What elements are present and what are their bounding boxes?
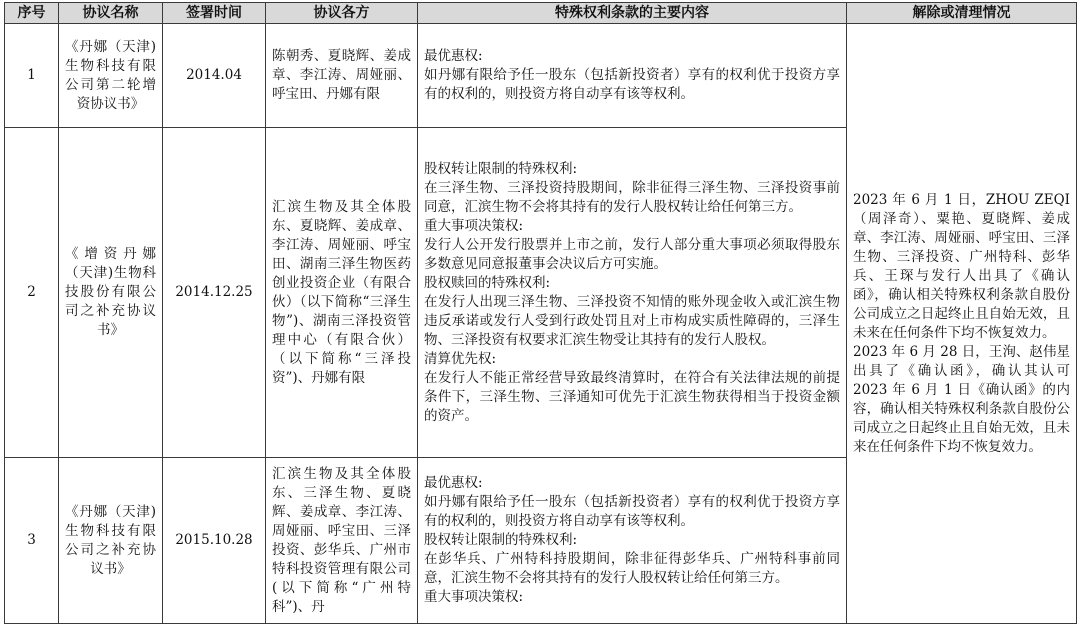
agreement-name: 《增资丹娜（天津)生物科技股份有限公司之补充协议书》 bbox=[59, 128, 163, 458]
header-agreement-name: 协议名称 bbox=[59, 3, 163, 24]
row-no: 2 bbox=[5, 128, 59, 458]
header-release-status: 解除或清理情况 bbox=[847, 3, 1077, 24]
release-status bbox=[847, 24, 1077, 624]
clause-title: 股权转让限制的特殊权利: bbox=[424, 532, 578, 548]
parties: 陈朝秀、夏晓辉、姜成章、李江涛、周娅丽、呼宝田、丹娜有限 bbox=[266, 24, 418, 128]
clause-text: 在发行人不能正常经营导致最终清算时，在符合有关法律法规的前提条件下，三泽生物、三泽通知可优先于汇滨生物获得相当于投资金额的资产。 bbox=[424, 369, 840, 424]
clause-title: 最优惠权: bbox=[424, 475, 483, 491]
clause-text: 发行人公开发行股票并上市之前，发行人部分重大事项必须取得股东多数意见同意报董事会决议后方可实施。 bbox=[424, 236, 840, 272]
parties: 汇滨生物及其全体股东、三泽生物、夏晓辉、姜成章、李江涛、周娅丽、呼宝田、三泽投资、彭华兵、广州市特科投资管理有限公司(以下简称“广州特科”)、丹 bbox=[266, 458, 418, 624]
parties: 汇滨生物及其全体股东、夏晓辉、姜成章、李江涛、周娅丽、呼宝田、湖南三泽生物医药创业投资企业（有限合伙）（以下简称“三泽生物”)、湖南三泽投资管理中心（有限合伙）（以下简称“三泽投资”)、丹娜有限 bbox=[266, 128, 418, 458]
special-rights-content bbox=[418, 24, 847, 128]
release-paragraph: 2023 年 6 月 28 日，王洵、赵伟星出具了《确认函》，确认其认可 2023 年 6 月 1 日《确认函》的内容，确认相关特殊权利条款自股份公司成立之日起终止且自始无效，且未来在任何条件下均不恢复效力。 bbox=[853, 343, 1070, 455]
header-parties: 协议各方 bbox=[266, 3, 418, 24]
clause-text: 在发行人出现三泽生物、三泽投资不知情的账外现金收入或汇滨生物违反承诺或发行人受到行政处罚且对上市构成实质性障碍的，三泽生物、三泽投资有权要求汇滨生物受让其持有的发行人股权。 bbox=[424, 293, 840, 348]
sign-date: 2015.10.28 bbox=[163, 458, 266, 624]
clause-title: 重大事项决策权: bbox=[424, 589, 524, 605]
agreement-name: 《丹娜（天津)生物科技有限公司第二轮增资协议书》 bbox=[59, 24, 163, 128]
special-rights-content bbox=[418, 458, 847, 624]
sign-date: 2014.04 bbox=[163, 24, 266, 128]
clause-text: 如丹娜有限给予任一股东（包括新投资者）享有的权利优于投资方享有的权利的，则投资方将自动享有该等权利。 bbox=[424, 494, 840, 529]
clause-title: 清算优先权: bbox=[424, 350, 497, 367]
special-rights-content bbox=[418, 128, 847, 458]
header-special-rights: 特殊权利条款的主要内容 bbox=[418, 3, 847, 24]
release-paragraph: 2023 年 6 月 1 日，ZHOU ZEQI（周泽奇）、粟艳、夏晓辉、姜成章、李江涛、周娅丽、呼宝田、三泽生物、三泽投资、广州特科、彭华兵、王琛与发行人出具了《确认函》，确认相关特殊权利条款自股份公司成立之日起终止且自始无效，且未来在任何条件下均不恢复效力。 bbox=[853, 191, 1070, 341]
agreement-name: 《丹娜（天津)生物科技有限公司之补充协议书》 bbox=[59, 458, 163, 624]
clause-text: 在彭华兵、广州特科持股期间，除非征得彭华兵、广州特科事前同意，汇滨生物不会将其持有的发行人股权转让给任何第三方。 bbox=[424, 551, 840, 586]
table-header-row bbox=[5, 3, 1077, 24]
table-row bbox=[5, 24, 1077, 128]
sign-date: 2014.12.25 bbox=[163, 128, 266, 458]
clause-title: 最优惠权: bbox=[424, 48, 483, 64]
header-no: 序号 bbox=[5, 3, 59, 24]
agreements-table bbox=[4, 2, 1077, 624]
header-sign-date: 签署时间 bbox=[163, 3, 266, 24]
row-no: 3 bbox=[5, 458, 59, 624]
clause-text: 在三泽生物、三泽投资持股期间，除非征得三泽生物、三泽投资事前同意，汇滨生物不会将其持有的发行人股权转让给任何第三方。 bbox=[424, 179, 840, 215]
row-no: 1 bbox=[5, 24, 59, 128]
clause-title: 重大事项决策权: bbox=[424, 217, 524, 234]
clause-title: 股权转让限制的特殊权利: bbox=[424, 160, 578, 177]
clause-text: 如丹娜有限给予任一股东（包括新投资者）享有的权利优于投资方享有的权利的，则投资方将自动享有该等权利。 bbox=[424, 67, 840, 102]
clause-title: 股权赎回的特殊权利: bbox=[424, 274, 551, 291]
